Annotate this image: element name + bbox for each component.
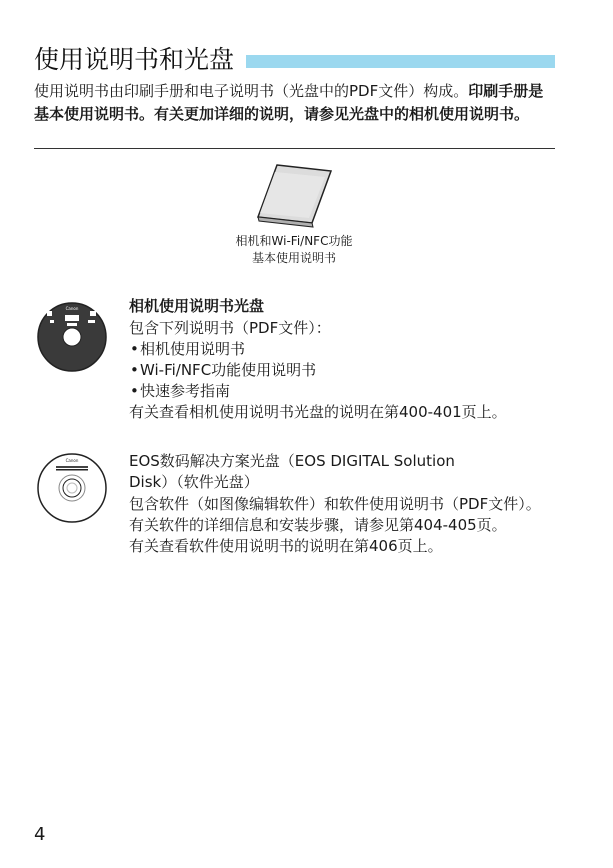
software-disc-section: [129, 451, 559, 557]
title-row: [34, 42, 555, 78]
manual-caption: [194, 233, 394, 267]
intro-paragraph: [34, 80, 555, 126]
intro-bold-text: 印刷手册是基本使用说明书。有关更加详细的说明，请参见光盘中的相机使用说明书。: [34, 82, 544, 123]
page-title: 使用说明书和光盘: [34, 45, 235, 74]
intro-normal-text: 使用说明书由印刷手册和电子说明书（光盘中的PDF文件）构成。: [34, 82, 469, 100]
software-disc-view-note: 有关查看软件使用说明书的说明在第406页上。: [129, 537, 443, 555]
manual-caption-line1: 相机和Wi-Fi/NFC功能: [235, 234, 353, 248]
camera-disc-item: • Wi-Fi/NFC功能使用说明书: [129, 360, 559, 381]
divider: [34, 148, 555, 149]
software-disc-title-suffix: （软件光盘）: [176, 473, 259, 491]
title-accent-bar: [246, 55, 555, 68]
software-disc-title-line1: EOS数码解决方案光盘（EOS DIGITAL Solution: [129, 452, 455, 470]
svg-text:Canon: Canon: [65, 306, 79, 311]
manual-booklet-icon: [255, 163, 335, 233]
camera-disc-note: 有关查看相机使用说明书光盘的说明在第400-401页上。: [129, 403, 507, 421]
camera-disc-contents-label: 包含下列说明书（PDF文件）：: [129, 319, 331, 337]
svg-text:Canon: Canon: [65, 458, 79, 463]
page-number: 4: [34, 824, 46, 845]
camera-disc-icon: [36, 301, 108, 377]
software-disc-contents: 包含软件（如图像编辑软件）和软件使用说明书（PDF文件）。: [129, 495, 541, 513]
camera-disc-section: [129, 296, 559, 423]
software-disc-icon: [36, 452, 108, 528]
camera-disc-title: 相机使用说明书光盘: [129, 297, 265, 315]
software-disc-install-note: 有关软件的详细信息和安装步骤，请参见第404-405页。: [129, 516, 507, 534]
camera-disc-item: • 快速参考指南: [129, 381, 559, 402]
software-disc-title: [129, 451, 559, 493]
software-disc-title-line2: Disk）: [129, 473, 177, 491]
camera-disc-item: • 相机使用说明书: [129, 339, 559, 360]
manual-caption-line2: 基本使用说明书: [251, 251, 336, 265]
